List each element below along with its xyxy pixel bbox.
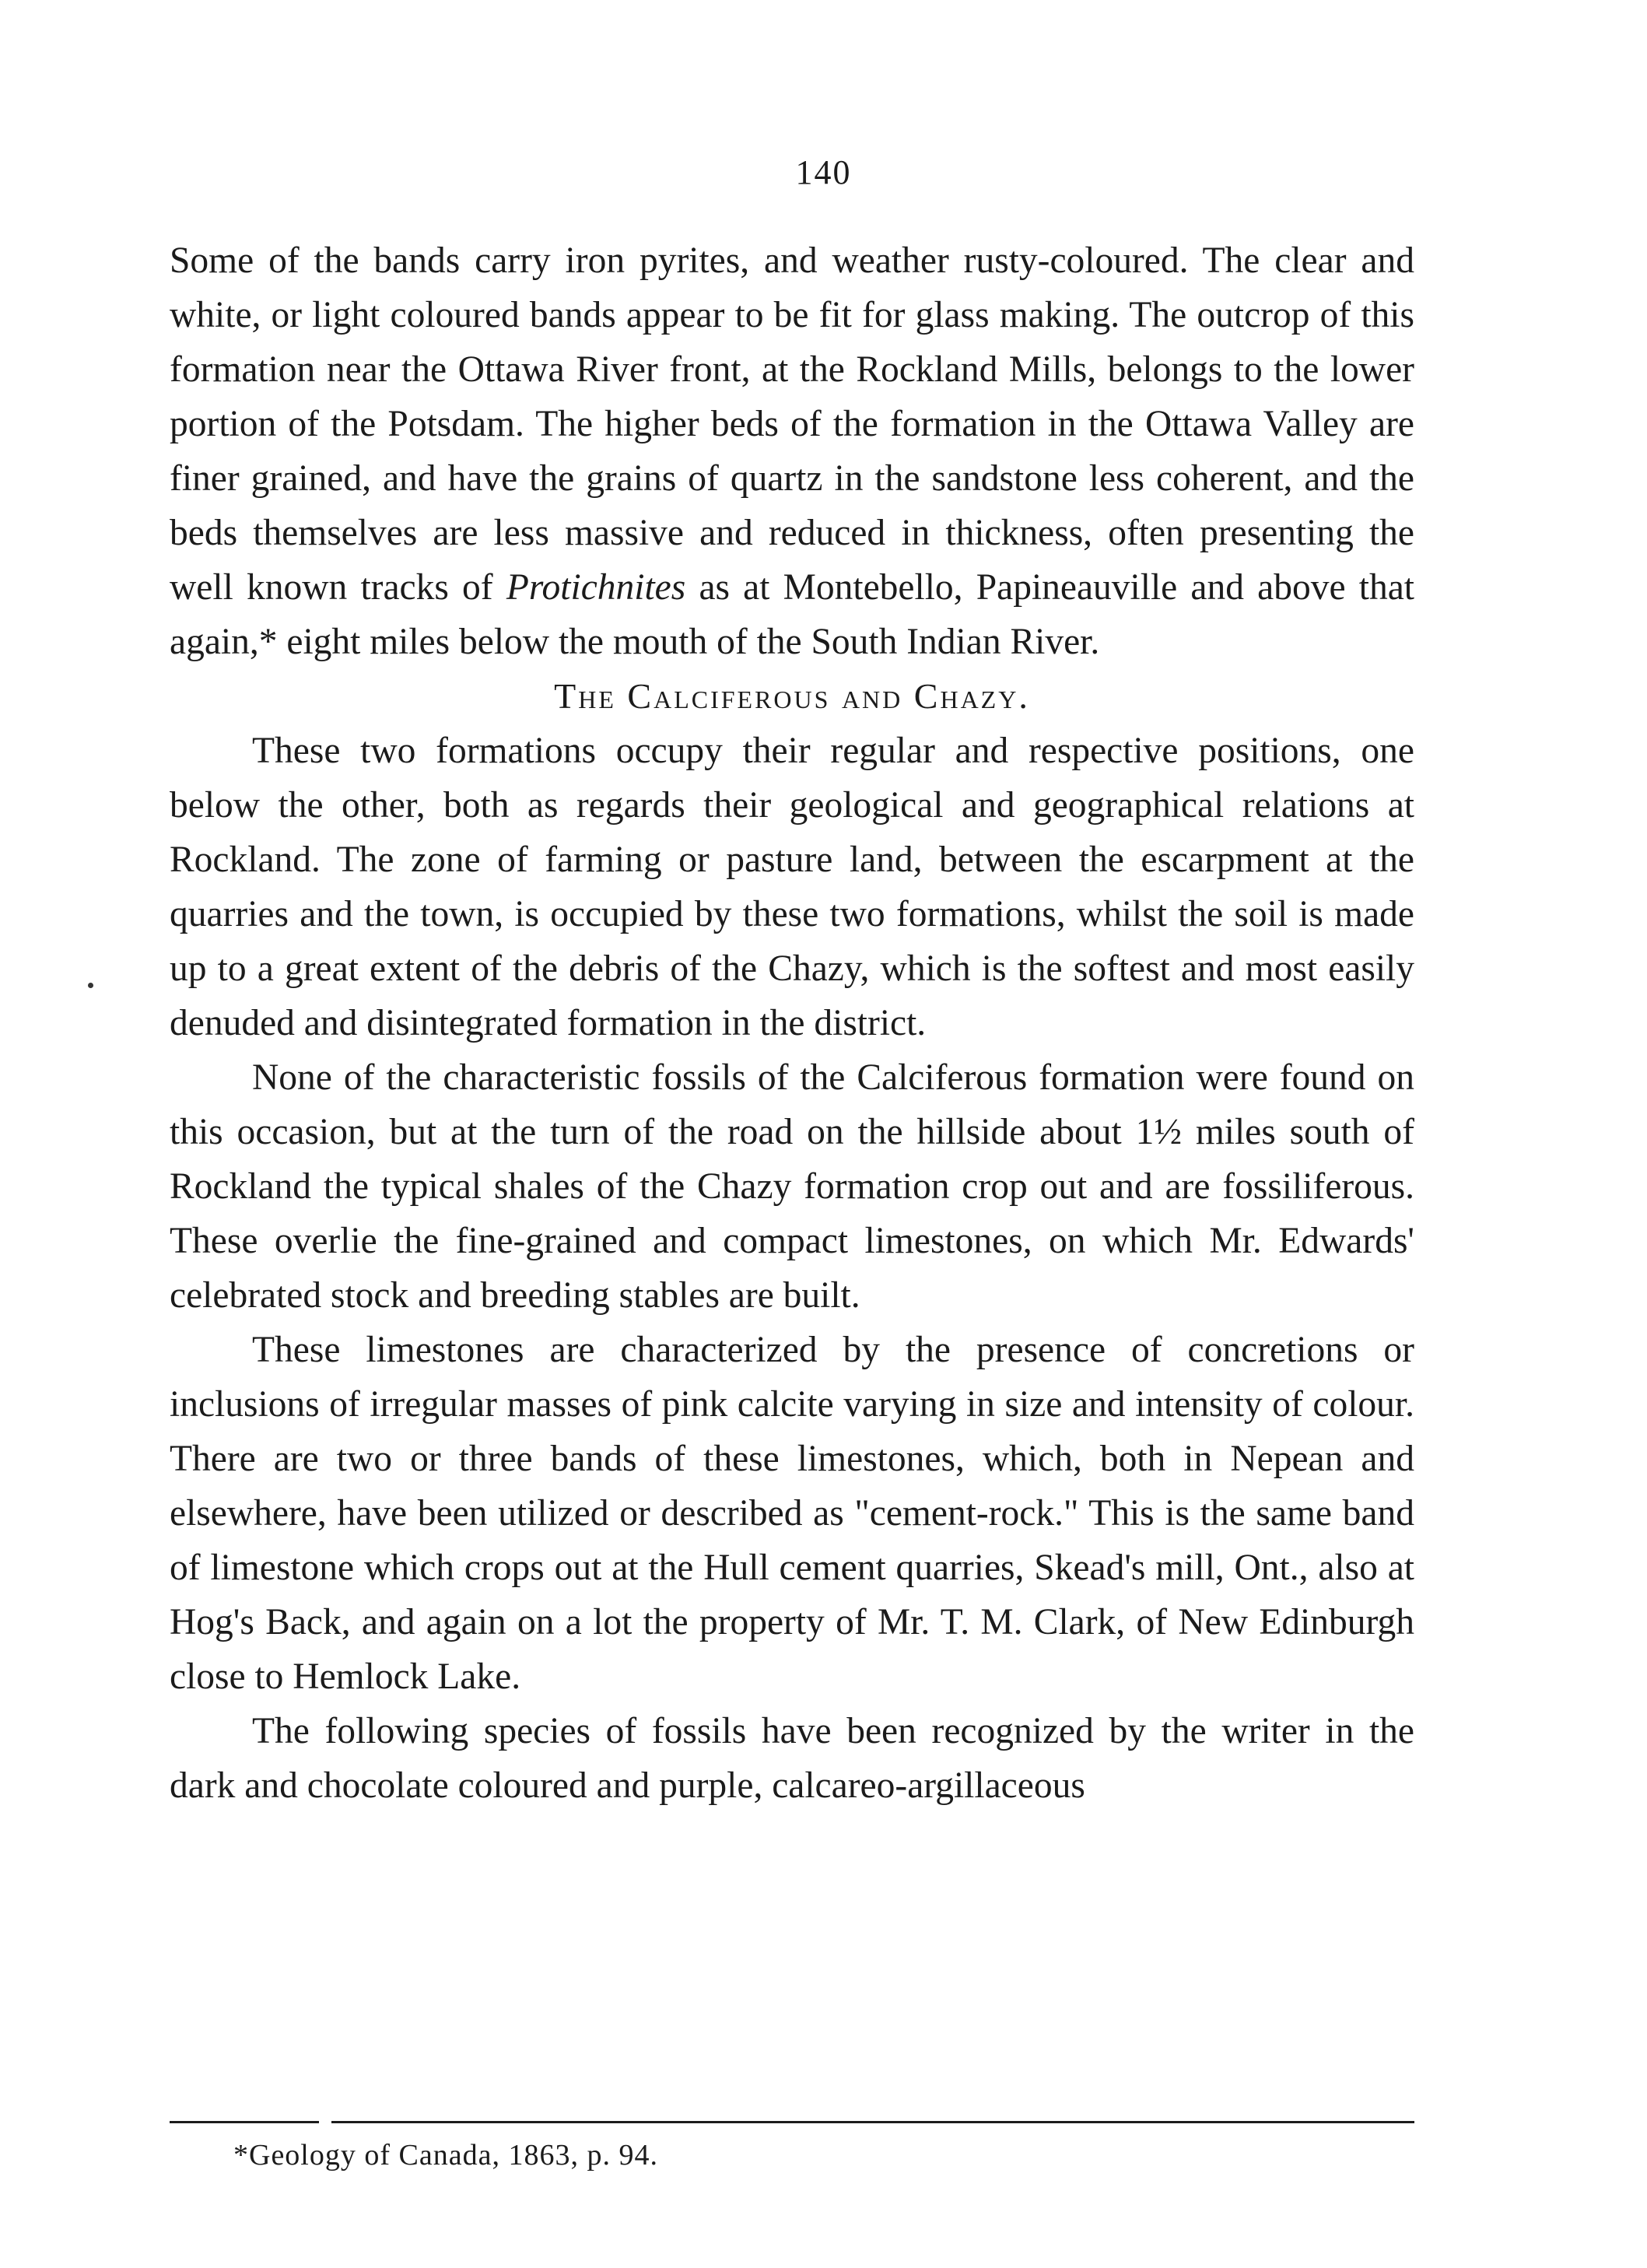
body-text bbox=[170, 233, 1414, 1813]
footnote-rule-long bbox=[331, 2121, 1414, 2123]
paragraph-potsdam bbox=[170, 233, 1414, 669]
paragraph-text: Some of the bands carry iron pyrites, and weather rusty-coloured. The clear and white, or light coloured bands appear to be fit for glass making. The outcrop of this formation near the Ottawa River front, at the Rockland Mills, belongs to the lower portion of the Potsdam. The higher beds of the formation in the Ottawa Valley are finer grained, and have the grains of quartz in the sandstone less coherent, and the beds themselves are less massive and reduced in thickness, often presenting the well known tracks of bbox=[170, 240, 1414, 608]
paragraph-text-continued: as at Montebello, Papineauville and above that again,* eight miles below the mouth of the South Indian River. bbox=[170, 567, 1415, 662]
italic-genus-name: Protichnites bbox=[506, 567, 686, 608]
margin-mark bbox=[88, 983, 93, 988]
paragraph-species: The following species of fossils have been recognized by the writer in the dark and chocolate coloured and purple, calcareo-argillaceous bbox=[170, 1711, 1414, 1806]
paragraph-formations: These two formations occupy their regular and respective positions, one below the other, both as regards their geological and geographical relations at Rockland. The zone of farming or pasture land, between the escarpment at the quarries and the town, is occupied by these two formations, whilst the soil is made up to a great extent of the debris of the Chazy, which is the softest and most easily denuded and disintegrated formation in the district. bbox=[170, 731, 1414, 1043]
paragraph-fossils: None of the characteristic fossils of the Calciferous formation were found on this occasion, but at the turn of the road on the hillside about 1½ miles south of Rockland the typical shales of the Chazy formation crop out and are fossiliferous. These overlie the fine-grained and compact limestones, on which Mr. Edwards' celebrated stock and breeding stables are built. bbox=[170, 1057, 1414, 1316]
paragraph-limestones: These limestones are characterized by the presence of concretions or inclusions of irregular masses of pink calcite varying in size and intensity of colour. There are two or three bands of these limestones, which, both in Nepean and elsewhere, have been utilized or described as "cement-rock." This is the same band of limestone which crops out at the Hull cement quarries, Skead's mill, Ont., also at Hog's Back, and again on a lot the property of Mr. T. M. Clark, of New Edinburgh close to Hemlock Lake. bbox=[170, 1330, 1414, 1697]
section-heading: The Calciferous and Chazy. bbox=[554, 676, 1030, 716]
footnote-divider bbox=[170, 2121, 1414, 2129]
footnote: *Geology of Canada, 1863, p. 94. bbox=[233, 2139, 658, 2172]
page-number: 140 bbox=[795, 153, 852, 191]
footnote-rule-short bbox=[170, 2121, 319, 2123]
